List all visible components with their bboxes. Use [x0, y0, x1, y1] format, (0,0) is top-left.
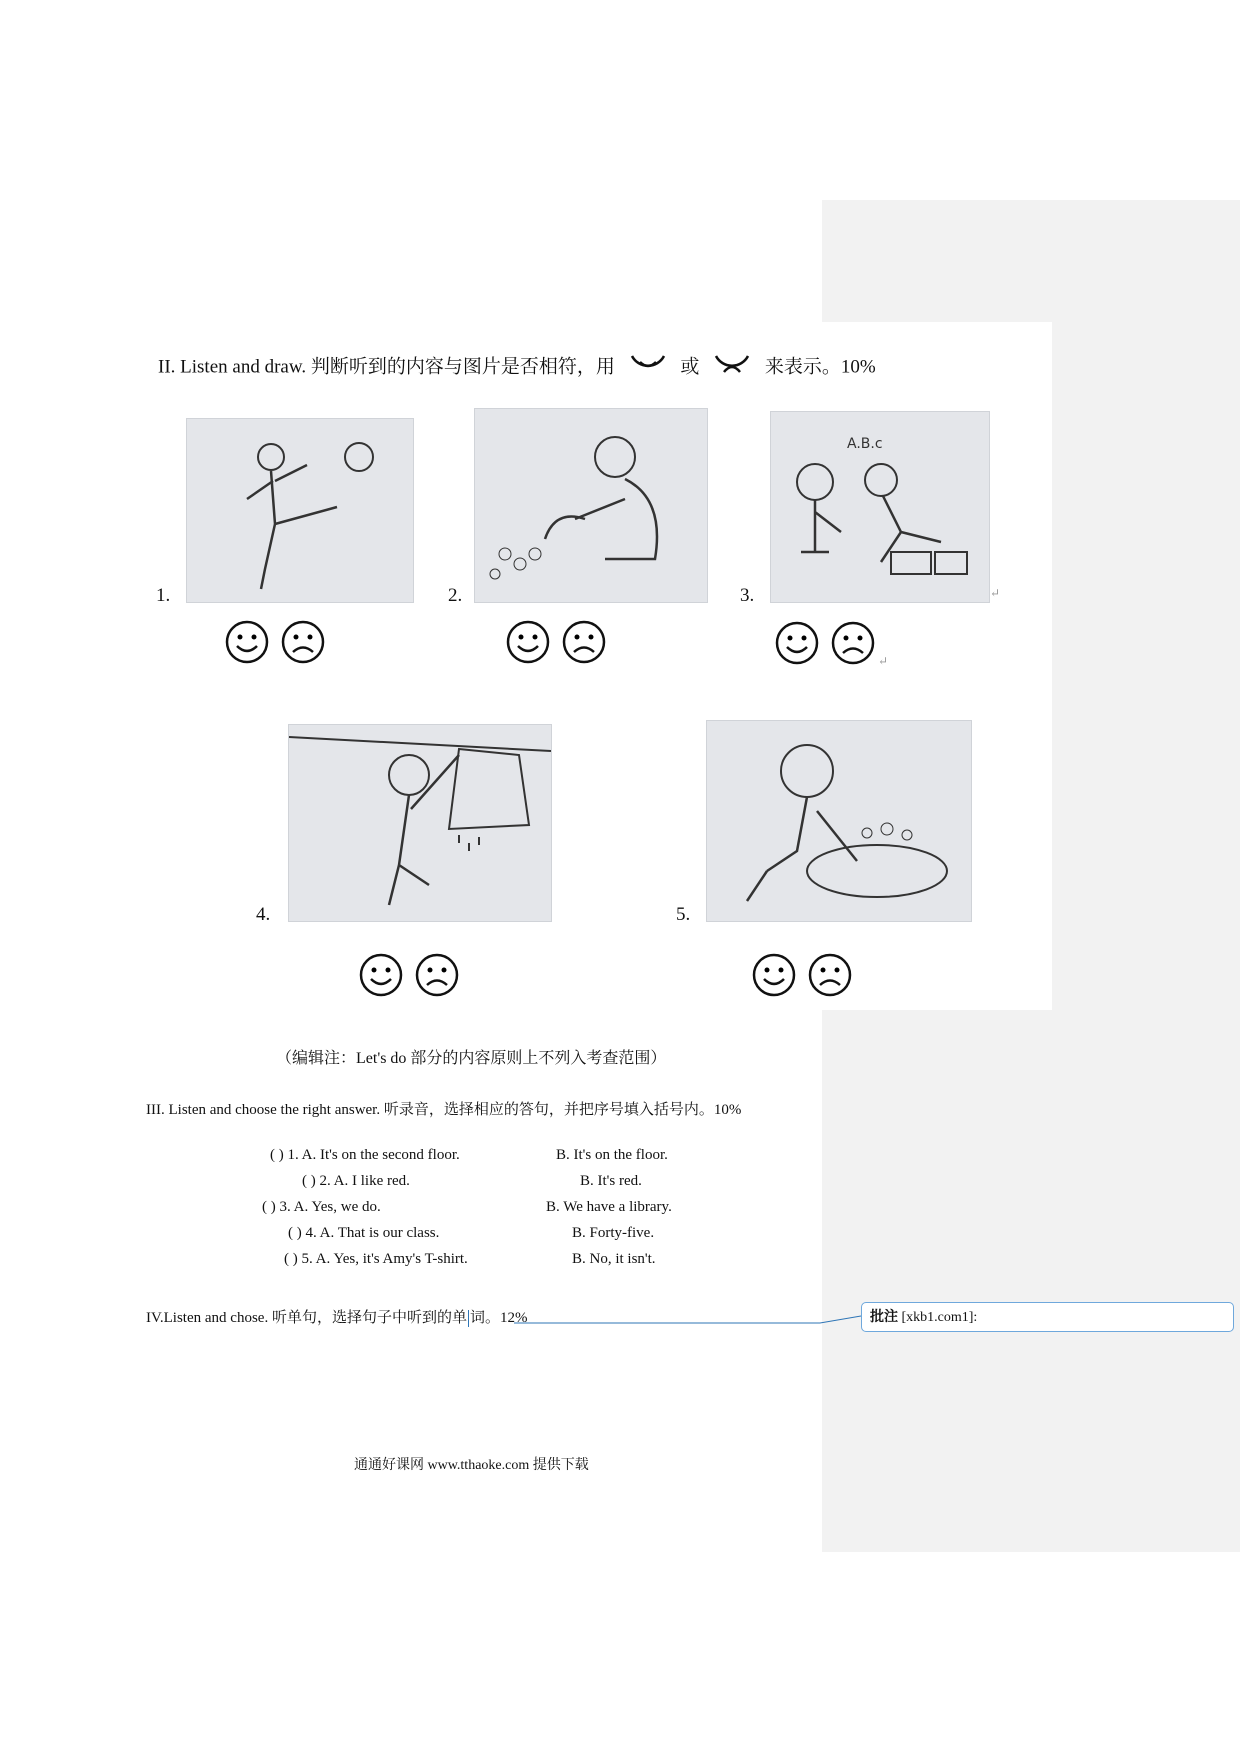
question-2-option-b: B. It's red.	[580, 1173, 642, 1189]
item-4-faces	[358, 952, 460, 998]
section-4-title-a: IV.Listen and chose. 听单句，选择句子中听到的单	[146, 1310, 467, 1326]
section-2-title	[158, 348, 876, 388]
comment-label: 批注	[870, 1310, 898, 1325]
question-3	[262, 1199, 702, 1216]
question-3-option-b: B. We have a library.	[546, 1199, 672, 1215]
frown-icon[interactable]	[561, 619, 607, 665]
question-2	[302, 1173, 722, 1190]
section-2-heading: II. Listen and draw.	[158, 356, 307, 378]
question-5-option-b: B. No, it isn't.	[572, 1251, 656, 1267]
girl-washing-clothes-illustration	[707, 721, 971, 921]
frown-icon	[710, 348, 754, 388]
editor-note: （编辑注：Let's do 部分的内容原则上不列入考查范围）	[276, 1050, 667, 1067]
picture-girl-watering-flowers	[474, 408, 708, 603]
question-1-option-b: B. It's on the floor.	[556, 1147, 668, 1163]
question-5	[284, 1251, 704, 1268]
section-4-title-b: 词。12%	[469, 1310, 528, 1326]
question-4-option-a: ( ) 4. A. That is our class.	[288, 1225, 440, 1241]
girl-watering-flowers-illustration	[475, 409, 707, 602]
item-3-faces	[774, 620, 876, 666]
text-cursor	[468, 1310, 469, 1327]
frown-icon[interactable]	[830, 620, 876, 666]
item-1-faces	[224, 619, 326, 665]
section-2-instruction-a: 判断听到的内容与图片是否相符，用	[310, 356, 615, 378]
picture-children-writing-abc	[770, 411, 990, 603]
section-2-instruction-b: 来表示。10%	[764, 356, 876, 378]
svg-text:A.B.c: A.B.c	[847, 436, 883, 452]
children-writing-abc-illustration	[771, 412, 989, 602]
smile-icon[interactable]	[224, 619, 270, 665]
section-3-title: III. Listen and choose the right answer. 听录音，选择相应的答句，并把序号填入括号内。10%	[146, 1102, 742, 1118]
section-2-or: 或	[680, 356, 700, 378]
section-4-title[interactable]	[146, 1306, 527, 1327]
smile-icon[interactable]	[358, 952, 404, 998]
smile-icon[interactable]	[505, 619, 551, 665]
picture-girl-hanging-clothes	[288, 724, 552, 922]
paragraph-mark: ↵	[878, 654, 889, 668]
question-5-option-a: ( ) 5. A. Yes, it's Amy's T-shirt.	[284, 1251, 468, 1267]
item-5-faces	[751, 952, 853, 998]
item-5-number: 5.	[676, 904, 691, 925]
question-1	[270, 1147, 690, 1164]
comment-balloon[interactable]	[861, 1302, 1234, 1332]
boy-kicking-ball-illustration	[187, 419, 413, 602]
smile-icon[interactable]	[751, 952, 797, 998]
smile-icon[interactable]	[774, 620, 820, 666]
question-4-option-b: B. Forty-five.	[572, 1225, 655, 1241]
question-4	[288, 1225, 708, 1242]
frown-icon[interactable]	[280, 619, 326, 665]
girl-hanging-clothes-illustration	[289, 725, 551, 921]
question-2-option-a: ( ) 2. A. I like red.	[302, 1173, 410, 1189]
item-2-faces	[505, 619, 607, 665]
page-footer: 通通好课网 www.tthaoke.com 提供下载	[354, 1458, 589, 1473]
item-4-number: 4.	[256, 904, 271, 925]
question-3-option-a: ( ) 3. A. Yes, we do.	[262, 1199, 381, 1215]
picture-boy-kicking-ball	[186, 418, 414, 603]
smile-icon	[626, 348, 670, 388]
item-1-number: 1.	[156, 585, 171, 606]
frown-icon[interactable]	[414, 952, 460, 998]
comment-author: [xkb1.com1]:	[901, 1310, 978, 1325]
item-3-number: 3.	[740, 585, 755, 606]
paragraph-mark: ↵	[990, 586, 1001, 600]
frown-icon[interactable]	[807, 952, 853, 998]
question-1-option-a: ( ) 1. A. It's on the second floor.	[270, 1147, 460, 1163]
picture-girl-washing-clothes	[706, 720, 972, 922]
item-2-number: 2.	[448, 585, 463, 606]
